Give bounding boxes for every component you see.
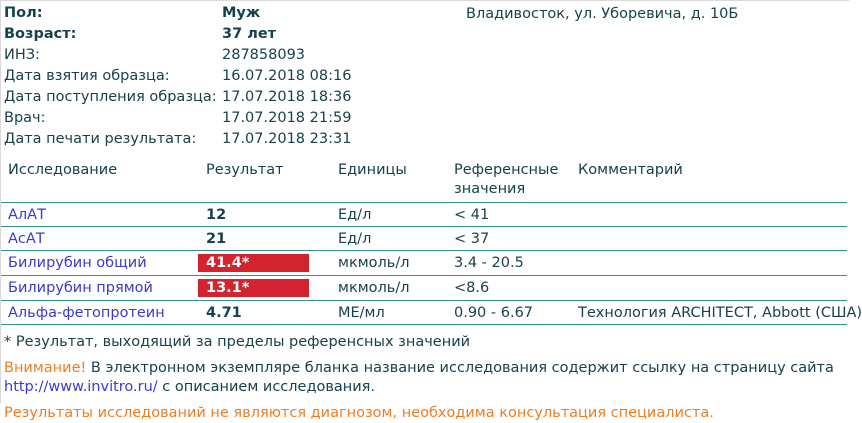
field-print-date: [1, 129, 849, 150]
table-row: [1, 203, 847, 227]
field-sex-label: Пол:: [4, 5, 43, 21]
reference-value: <8.6: [447, 276, 571, 301]
reference-value: 0.90 - 6.67: [447, 301, 571, 325]
field-age-label: Возраст:: [4, 26, 77, 42]
field-sample-taken-date: [1, 66, 849, 87]
field-sample-taken-value: 16.07.2018 08:16: [222, 68, 352, 84]
result-value: 4.71: [206, 304, 242, 321]
table-row: [1, 227, 847, 251]
field-doctor: [1, 108, 849, 129]
test-link-bilirubin-direct[interactable]: Билирубин прямой: [8, 280, 153, 296]
attention-paragraph: [4, 359, 834, 397]
comment-value: Технология ARCHITECT, Abbott (США): [571, 301, 847, 325]
invitro-url-link[interactable]: http://www.invitro.ru/: [4, 379, 158, 395]
test-link-bilirubin-total[interactable]: Билирубин общий: [8, 255, 147, 271]
reference-value: < 41: [447, 203, 571, 227]
field-age-value: 37 лет: [222, 26, 277, 42]
attention-text: В электронном экземпляре бланка название исследования содержит ссылку на страницу сайта: [86, 360, 834, 376]
comment-value: [571, 276, 847, 301]
asterisk-note: * Результат, выходящий за пределы референсных значений: [4, 334, 471, 350]
disclaimer-text: Результаты исследований не являются диагнозом, необходима консультация специалиста.: [4, 405, 714, 421]
test-link-alpha-fetoprotein[interactable]: Альфа-фетопротеин: [8, 304, 165, 321]
clinic-address: Владивосток, ул. Уборевича, д. 10Б: [466, 6, 739, 22]
table-row: [1, 301, 847, 325]
test-link-alat[interactable]: АлАТ: [8, 206, 46, 223]
units-value: МЕ/мл: [331, 301, 447, 325]
field-inz: [1, 45, 849, 66]
result-value-flagged: 41.4*: [198, 254, 309, 272]
field-doctor-value: 17.07.2018 21:59: [222, 110, 352, 126]
field-sex-value: Муж: [222, 5, 261, 21]
result-value: 21: [206, 230, 227, 247]
results-table-header-row: [1, 159, 847, 203]
units-value: мкмоль/л: [331, 276, 447, 301]
field-sample-received-label: Дата поступления образца:: [4, 89, 217, 105]
reference-value: < 37: [447, 227, 571, 251]
table-row: [1, 276, 847, 301]
test-link-asat[interactable]: АсАТ: [8, 230, 45, 247]
table-row: [1, 251, 847, 276]
col-header-result: Результат: [199, 159, 331, 203]
field-sample-received-date: [1, 87, 849, 108]
attention-label: Внимание!: [4, 360, 87, 376]
col-header-units: Единицы: [331, 159, 447, 203]
col-header-reference: Референсные значения: [447, 159, 571, 203]
comment-value: [571, 251, 847, 276]
attention-text-suffix: с описанием исследования.: [157, 379, 376, 395]
result-value-flagged: 13.1*: [198, 279, 309, 297]
field-sample-received-value: 17.07.2018 18:36: [222, 89, 352, 105]
field-sample-taken-label: Дата взятия образца:: [4, 68, 170, 84]
comment-value: [571, 203, 847, 227]
col-header-test: Исследование: [1, 159, 199, 203]
field-print-date-value: 17.07.2018 23:31: [222, 131, 352, 147]
col-header-comment: Комментарий: [571, 159, 847, 203]
comment-value: [571, 227, 847, 251]
units-value: мкмоль/л: [331, 251, 447, 276]
result-value: 12: [206, 206, 227, 223]
units-value: Ед/л: [331, 203, 447, 227]
field-inz-label: ИНЗ:: [4, 47, 40, 63]
reference-value: 3.4 - 20.5: [447, 251, 571, 276]
field-age: [1, 24, 849, 45]
field-print-date-label: Дата печати результата:: [4, 131, 197, 147]
units-value: Ед/л: [331, 227, 447, 251]
field-doctor-label: Врач:: [4, 110, 46, 126]
results-table: [1, 159, 862, 325]
field-inz-value: 287858093: [222, 47, 306, 63]
